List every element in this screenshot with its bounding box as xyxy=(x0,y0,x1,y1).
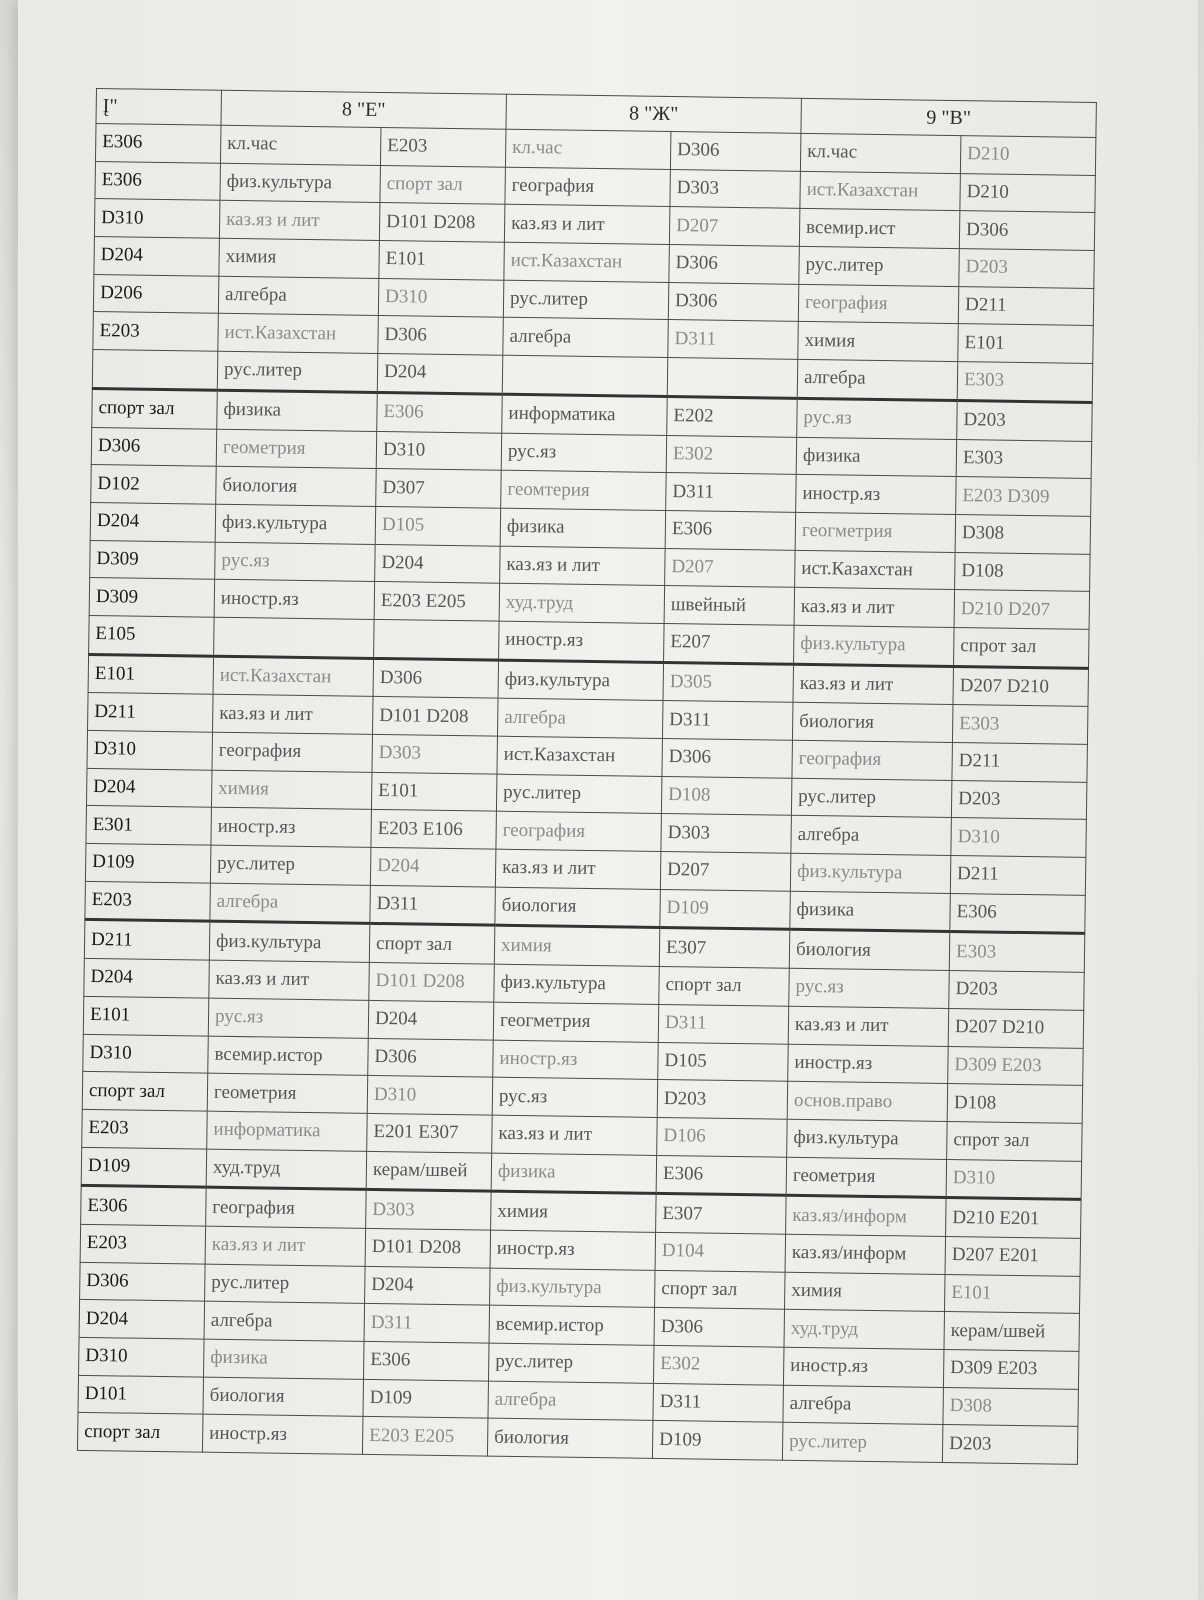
room-cell: E203 E106 xyxy=(371,810,497,849)
subject-cell: информатика xyxy=(207,1111,368,1151)
header-class-8e: 8 "Е" xyxy=(221,90,506,129)
subject-cell: каз.яз и лит xyxy=(213,695,374,735)
room-cell: D303 xyxy=(661,814,792,853)
subject-cell: рус.литер xyxy=(217,351,378,392)
subject-cell: каз.яз и лит xyxy=(205,1226,366,1266)
room-cell: E203 D309 xyxy=(956,477,1092,517)
room-cell: D204 xyxy=(365,1266,491,1305)
room-cell: D305 xyxy=(663,662,794,702)
room-cell: D204 xyxy=(368,1000,494,1039)
subject-cell: каз.яз и лит xyxy=(788,1006,949,1046)
room-cell: D207 xyxy=(669,207,800,246)
subject-cell: химия xyxy=(211,770,372,810)
subject-cell: география xyxy=(212,732,373,772)
subject-cell: иностр.яз xyxy=(796,475,957,515)
room-cell: спорт зал xyxy=(77,1413,203,1452)
subject-cell: физика xyxy=(491,1153,657,1194)
subject-cell: каз.яз/информ xyxy=(786,1195,947,1236)
room-cell: D109 xyxy=(363,1379,489,1418)
room-cell: D109 xyxy=(81,1147,207,1187)
schedule-sheet xyxy=(77,88,1096,1465)
subject-cell: физика xyxy=(796,437,957,477)
paper-sheet xyxy=(18,0,1198,1600)
room-cell: D203 xyxy=(959,249,1095,289)
room-cell: D310 xyxy=(79,1337,205,1376)
subject-cell: алгебра xyxy=(791,816,952,856)
room-cell: E203 xyxy=(80,1224,206,1263)
subject-cell: химия xyxy=(494,926,660,967)
subject-cell: биология xyxy=(216,466,377,506)
room-cell: D311 xyxy=(653,1383,784,1422)
schedule-table xyxy=(77,88,1097,1465)
room-cell: D211 xyxy=(88,693,214,732)
room-cell: D311 xyxy=(658,1004,789,1043)
room-cell: D311 xyxy=(364,1304,490,1343)
room-cell: D306 xyxy=(669,245,800,284)
room-cell: E101 xyxy=(83,996,209,1035)
subject-cell: ист.Казахстан xyxy=(218,314,379,354)
room-cell: D104 xyxy=(655,1232,786,1271)
room-cell: E301 xyxy=(86,806,212,845)
room-cell: D204 xyxy=(84,959,210,998)
room-cell: D108 xyxy=(955,552,1091,592)
room-cell: D303 xyxy=(670,169,801,208)
room-cell: D203 xyxy=(942,1425,1078,1465)
room-cell: D310 xyxy=(87,730,213,769)
room-cell: спорт зал xyxy=(655,1270,786,1309)
subject-cell: география xyxy=(505,167,671,207)
room-cell: D306 xyxy=(670,132,801,171)
subject-cell: рус.яз xyxy=(208,998,369,1038)
subject-cell: физ.культура xyxy=(790,853,951,893)
room-cell: спорт зал xyxy=(82,1072,208,1111)
subject-cell: физ.культура xyxy=(494,964,660,1004)
room-cell: D207 D210 xyxy=(953,666,1089,707)
room-cell: D210 xyxy=(960,173,1096,213)
room-cell: E307 xyxy=(656,1194,787,1234)
subject-cell: каз.яз и лит xyxy=(219,201,380,241)
room-cell: E203 xyxy=(93,312,219,351)
subject-cell: физ.культура xyxy=(787,1119,948,1159)
room-cell: D306 xyxy=(373,658,499,698)
subject-cell: каз.яз и лит xyxy=(500,546,666,586)
subject-cell: химия xyxy=(785,1272,946,1312)
room-cell: E306 xyxy=(665,510,796,549)
subject-cell: ист.Казахстан xyxy=(800,171,961,211)
room-cell: D310 xyxy=(951,818,1087,858)
room-cell: E302 xyxy=(653,1345,784,1384)
room-cell: D203 xyxy=(657,1080,788,1119)
room-cell: D303 xyxy=(366,1190,492,1230)
room-cell: D310 xyxy=(376,431,502,470)
subject-cell: рус.литер xyxy=(205,1264,366,1304)
subject-cell: рус.яз xyxy=(501,433,667,473)
room-cell: E306 xyxy=(95,161,221,200)
room-cell: D309 E203 xyxy=(948,1046,1084,1086)
subject-cell: иностр.яз xyxy=(788,1044,949,1084)
room-cell: D311 xyxy=(662,701,793,740)
subject-cell: худ.труд xyxy=(784,1310,945,1350)
room-cell: E101 xyxy=(88,654,214,694)
subject-cell: каз.яз и лит xyxy=(793,664,954,705)
room-cell: D204 xyxy=(90,502,216,541)
room-cell: спорт зал xyxy=(659,967,790,1006)
subject-cell: алгебра xyxy=(503,318,669,358)
room-cell: D204 xyxy=(377,354,503,394)
room-cell: D204 xyxy=(79,1300,205,1339)
room-cell: D210 E201 xyxy=(946,1198,1082,1239)
room-cell: D306 xyxy=(368,1038,494,1077)
room-cell: D210 D207 xyxy=(954,590,1090,630)
subject-cell: ист.Казахстан xyxy=(795,550,956,590)
room-cell: E307 xyxy=(659,928,790,968)
room-cell: D108 xyxy=(947,1084,1083,1124)
room-cell: спрот зал xyxy=(947,1121,1083,1161)
room-cell: D210 xyxy=(960,136,1096,176)
subject-cell: рус.литер xyxy=(496,774,662,814)
room-cell: E101 xyxy=(379,241,505,280)
subject-cell: география xyxy=(792,740,953,780)
subject-cell: алгебра xyxy=(204,1301,365,1341)
room-cell: E306 xyxy=(364,1341,490,1380)
room-cell: D206 xyxy=(93,274,219,313)
room-cell: E306 xyxy=(377,392,503,432)
subject-cell: биология xyxy=(487,1418,653,1458)
subject-cell: физ.культура xyxy=(490,1268,656,1308)
subject-cell: иностр.яз xyxy=(211,808,372,848)
subject-cell: рус.литер xyxy=(489,1343,655,1383)
room-cell: D101 xyxy=(78,1375,204,1414)
room-cell: D307 xyxy=(376,469,502,508)
subject-cell: химия xyxy=(219,238,380,278)
subject-cell: геометрия xyxy=(786,1157,947,1198)
room-cell: E203 E205 xyxy=(362,1417,488,1456)
room-cell: D306 xyxy=(378,316,504,355)
room-cell: E203 xyxy=(380,127,506,166)
subject-cell: каз.яз/информ xyxy=(785,1234,946,1274)
room-cell: E207 xyxy=(664,623,795,663)
subject-cell: геометрия xyxy=(216,429,377,469)
room-cell: D109 xyxy=(85,843,211,882)
subject-cell: физика xyxy=(217,390,378,431)
subject-cell xyxy=(214,617,375,658)
room-cell: керам/швей xyxy=(944,1312,1080,1352)
room-cell: D101 D208 xyxy=(369,963,495,1002)
subject-cell: физика xyxy=(790,891,951,932)
subject-cell: алгебра xyxy=(498,698,664,738)
subject-cell: иностр.яз xyxy=(783,1347,944,1387)
subject-cell: география xyxy=(496,812,662,852)
room-cell: D101 D208 xyxy=(373,697,499,736)
room-cell: D207 E201 xyxy=(945,1236,1081,1276)
subject-cell: каз.яз и лит xyxy=(492,1115,658,1155)
room-cell: D310 xyxy=(378,278,504,317)
subject-cell: иностр.яз xyxy=(214,579,375,619)
room-cell: D310 xyxy=(946,1159,1082,1200)
room-cell: D308 xyxy=(955,514,1091,554)
subject-cell: химия xyxy=(798,322,959,362)
subject-cell: основ.право xyxy=(787,1081,948,1121)
room-cell: D204 xyxy=(94,237,220,276)
room-cell: E203 xyxy=(82,1109,208,1148)
subject-cell: география xyxy=(206,1187,367,1228)
subject-cell: алгебра xyxy=(783,1385,944,1425)
subject-cell: иностр.яз xyxy=(499,621,665,662)
room-cell: спрот зал xyxy=(954,627,1090,668)
header-first-col: Į" xyxy=(96,89,221,126)
room-cell: D207 D210 xyxy=(948,1008,1084,1048)
subject-cell: худ.труд xyxy=(206,1149,367,1190)
room-cell xyxy=(374,619,500,659)
subject-cell: кл.час xyxy=(800,133,961,173)
subject-cell: физика xyxy=(204,1339,365,1379)
room-cell: D101 D208 xyxy=(365,1228,491,1267)
subject-cell: геогметрия xyxy=(795,512,956,552)
subject-cell: геомтерия xyxy=(501,470,667,510)
subject-cell: география xyxy=(798,284,959,324)
subject-cell: иностр.яз xyxy=(202,1414,363,1454)
room-cell: E306 xyxy=(95,124,221,163)
subject-cell: физ.культура xyxy=(215,504,376,544)
room-cell: E303 xyxy=(949,932,1085,973)
room-cell: E203 xyxy=(85,881,211,921)
room-cell: D306 xyxy=(959,211,1095,251)
room-cell: спорт зал xyxy=(380,165,506,204)
room-cell: E306 xyxy=(950,893,1086,934)
subject-cell: рус.литер xyxy=(210,845,371,885)
room-cell: D311 xyxy=(668,320,799,359)
room-cell xyxy=(92,350,218,390)
room-cell: D203 xyxy=(949,971,1085,1011)
room-cell: E303 xyxy=(956,439,1092,479)
room-cell: D211 xyxy=(950,856,1086,896)
room-cell: D310 xyxy=(83,1034,209,1073)
subject-cell: физика xyxy=(500,508,666,548)
subject-cell: биология xyxy=(495,887,661,928)
subject-cell: физ.культура xyxy=(220,163,381,203)
subject-cell: физ.культура xyxy=(209,922,370,963)
room-cell: E306 xyxy=(656,1155,787,1195)
room-cell: E306 xyxy=(81,1186,207,1226)
subject-cell: алгебра xyxy=(797,359,958,400)
room-cell: D108 xyxy=(661,776,792,815)
room-cell: D306 xyxy=(91,427,217,466)
room-cell: спорт зал xyxy=(92,388,218,428)
room-cell: D109 xyxy=(652,1421,783,1460)
room-cell: E105 xyxy=(89,615,215,655)
subject-cell: всемир.истор xyxy=(489,1305,655,1345)
subject-cell: химия xyxy=(491,1191,657,1232)
room-cell: D102 xyxy=(91,465,217,504)
room-cell: E101 xyxy=(945,1274,1081,1314)
room-cell: D211 xyxy=(952,743,1088,783)
room-cell: D306 xyxy=(80,1262,206,1301)
room-cell: D203 xyxy=(957,400,1093,441)
room-cell: D109 xyxy=(660,889,791,929)
room-cell: E201 E307 xyxy=(367,1113,493,1152)
subject-cell: всемир.истор xyxy=(208,1036,369,1076)
subject-cell: алгебра xyxy=(218,276,379,316)
subject-cell: кл.час xyxy=(505,129,671,169)
header-class-8zh: 8 "Ж" xyxy=(506,94,801,133)
subject-cell: геометрия xyxy=(207,1073,368,1113)
subject-cell: всемир.ист xyxy=(799,209,960,249)
subject-cell xyxy=(502,355,668,396)
subject-cell: биология xyxy=(792,703,953,743)
room-cell xyxy=(667,358,798,398)
room-cell: E303 xyxy=(952,705,1088,745)
header-class-9v: 9 "В" xyxy=(801,98,1096,137)
room-cell: D310 xyxy=(94,199,220,238)
room-cell: D306 xyxy=(654,1308,785,1347)
subject-cell: рус.литер xyxy=(782,1423,943,1463)
subject-cell: рус.яз xyxy=(789,968,950,1008)
subject-cell: рус.яз xyxy=(215,542,376,582)
subject-cell: физ.культура xyxy=(498,660,664,701)
room-cell: D309 xyxy=(90,540,216,579)
subject-cell: биология xyxy=(203,1377,364,1417)
room-cell: D203 xyxy=(951,780,1087,820)
subject-cell: геогметрия xyxy=(493,1002,659,1042)
subject-cell: иностр.яз xyxy=(493,1040,659,1080)
room-cell: E203 E205 xyxy=(374,582,500,621)
subject-cell: биология xyxy=(789,930,950,971)
subject-cell: ист.Казахстан xyxy=(497,736,663,776)
room-cell: E202 xyxy=(667,396,798,436)
room-cell: керам/швей xyxy=(366,1151,492,1191)
room-cell: D204 xyxy=(370,847,496,886)
subject-cell: каз.яз и лит xyxy=(495,849,661,889)
room-cell: спорт зал xyxy=(369,924,495,964)
schedule-body xyxy=(77,124,1095,1465)
subject-cell: кл.час xyxy=(220,125,381,165)
room-cell: E302 xyxy=(666,435,797,474)
subject-cell: иностр.яз xyxy=(490,1230,656,1270)
subject-cell: каз.яз и лит xyxy=(209,960,370,1000)
room-cell: D207 xyxy=(665,548,796,587)
room-cell: D105 xyxy=(375,506,501,545)
subject-cell: ист.Казахстан xyxy=(504,242,670,282)
room-cell: D101 D208 xyxy=(379,203,505,242)
room-cell: D311 xyxy=(370,885,496,925)
room-cell: D105 xyxy=(658,1042,789,1081)
subject-cell: рус.яз xyxy=(492,1077,658,1117)
room-cell: D106 xyxy=(657,1117,788,1156)
room-cell: D306 xyxy=(668,282,799,321)
room-cell: E101 xyxy=(958,324,1094,364)
subject-cell: худ.труд xyxy=(499,583,665,623)
room-cell: D309 E203 xyxy=(943,1349,1079,1389)
subject-cell: ист.Казахстан xyxy=(213,656,374,697)
room-cell: D211 xyxy=(84,920,210,960)
subject-cell: рус.литер xyxy=(503,280,669,320)
subject-cell: рус.литер xyxy=(791,778,952,818)
subject-cell: каз.яз и лит xyxy=(794,588,955,628)
room-cell: D204 xyxy=(86,768,212,807)
room-cell: D306 xyxy=(662,738,793,777)
room-cell: D309 xyxy=(89,578,215,617)
room-cell: швейный xyxy=(664,586,795,625)
subject-cell: информатика xyxy=(502,394,668,435)
room-cell: E101 xyxy=(371,772,497,811)
room-cell: D211 xyxy=(958,286,1094,326)
subject-cell: алгебра xyxy=(210,883,371,924)
room-cell: D303 xyxy=(372,734,498,773)
room-cell: D310 xyxy=(367,1076,493,1115)
subject-cell: рус.яз xyxy=(797,398,958,439)
room-cell: D204 xyxy=(375,544,501,583)
room-cell: D207 xyxy=(660,852,791,891)
room-cell: E303 xyxy=(957,362,1093,403)
subject-cell: алгебра xyxy=(488,1381,654,1421)
room-cell: D311 xyxy=(666,473,797,512)
subject-cell: физ.культура xyxy=(794,625,955,666)
subject-cell: каз.яз и лит xyxy=(504,205,670,245)
subject-cell: рус.литер xyxy=(799,246,960,286)
room-cell: D308 xyxy=(943,1387,1079,1427)
